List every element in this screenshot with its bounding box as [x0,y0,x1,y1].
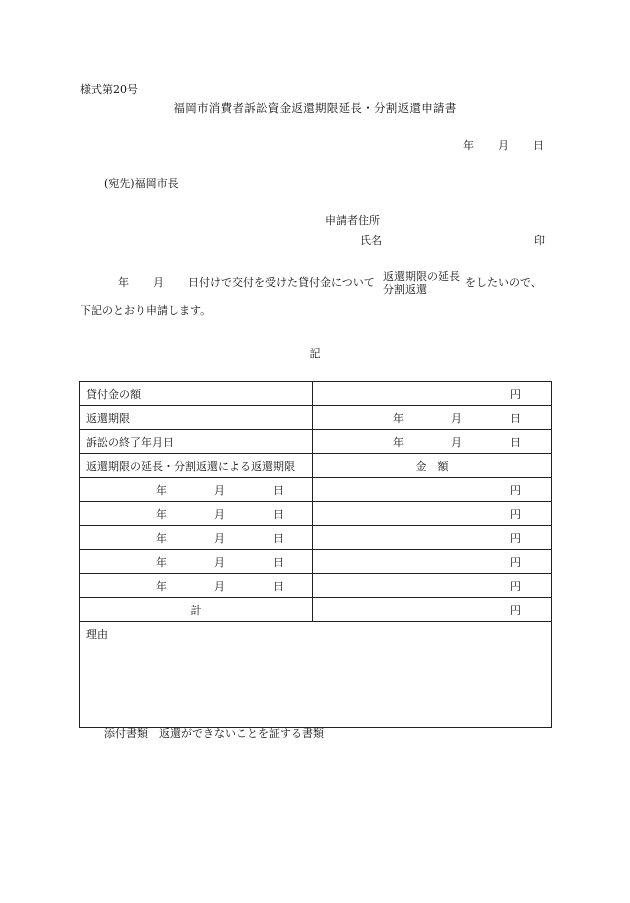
installment-date: 年 月 日 [80,574,313,598]
date-day: 日 [533,139,544,152]
table-row [80,382,552,406]
table-row [80,550,552,574]
application-table [79,381,552,728]
body-text-a: 日付けで交付を受けた貸付金について [188,276,375,289]
body-text-b: をしたいので、 [465,276,542,289]
seal-mark: 印 [534,234,545,247]
table-row [80,430,552,454]
body-year: 年 [118,276,129,289]
lawsuit-end-label: 訴訟の終了年月日 [80,430,313,454]
table-row [80,622,552,728]
table-row [80,502,552,526]
table-row [80,526,552,550]
applicant-name-label: 氏名 [360,234,382,247]
installment-date: 年 月 日 [80,478,313,502]
deadline-date: 年 月 日 [313,406,552,430]
total-amount: 円 [313,598,552,622]
installment-amount: 円 [313,478,552,502]
new-deadline-header: 返還期限の延長・分割返還による返還期限 [80,454,313,478]
body-month: 月 [153,276,164,289]
reason-field [80,622,552,728]
table-row [80,598,552,622]
applicant-address-label: 申請者住所 [325,214,380,227]
body-sentence-start [118,276,375,290]
application-date [463,139,544,153]
total-label: 計 [80,598,313,622]
addressee: (宛先)福岡市長 [104,177,179,190]
date-month: 月 [498,139,509,152]
form-number: 様式第20号 [80,83,138,96]
table-row [80,454,552,478]
attachment-note: 添付書類 返還ができないことを証する書類 [104,727,324,740]
loan-amount-yen: 円 [313,382,552,406]
deadline-label: 返還期限 [80,406,313,430]
reason-label: 理由 [86,628,108,641]
installment-amount: 円 [313,502,552,526]
table-row [80,478,552,502]
amount-header: 金 額 [313,454,552,478]
body-line-2: 下記のとおり申請します。 [80,304,212,317]
option-extension: 返還期限の延長 [383,270,460,283]
installment-amount: 円 [313,526,552,550]
table-row [80,406,552,430]
installment-amount: 円 [313,550,552,574]
document-title: 福岡市消費者訴訟資金返還期限延長・分割返還申請書 [173,101,457,115]
installment-amount: 円 [313,574,552,598]
option-stack [383,270,460,296]
installment-date: 年 月 日 [80,502,313,526]
loan-amount-label: 貸付金の額 [80,382,313,406]
installment-date: 年 月 日 [80,550,313,574]
date-year: 年 [463,139,474,152]
table-row [80,574,552,598]
installment-date: 年 月 日 [80,526,313,550]
lawsuit-end-date: 年 月 日 [313,430,552,454]
ki-heading: 記 [309,347,321,360]
option-installment: 分割返還 [383,283,427,296]
